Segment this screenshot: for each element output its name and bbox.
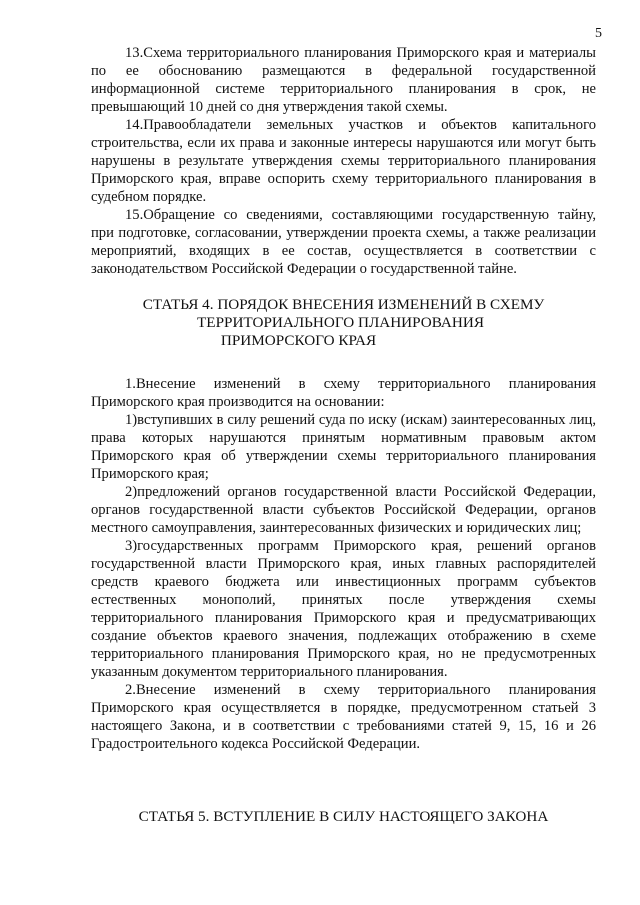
paragraph-14: 14.Правообладатели земельных участков и объектов капитального строительства, если их права и законные интересы нарушаются или могут быть нарушены в результате утверждения схемы территориального планирования Приморского края, вправе оспорить схему территориального планирования в судебном порядке. — [91, 117, 596, 205]
article-4-paragraph-2: 2.Внесение изменений в схему территориального планирования Приморского края осуществляется в порядке, предусмотренном статьей 3 настоящего Закона, и в соответствии с требованиями статей 9, 15, 16 и 26 Градостроительного кодекса Российской Федерации. — [91, 682, 596, 752]
article-4-heading-line-1: СТАТЬЯ 4. ПОРЯДОК ВНЕСЕНИЯ ИЗМЕНЕНИЙ В СХЕМУ — [142, 296, 545, 313]
paragraph-15: 15.Обращение со сведениями, составляющими государственную тайну, при подготовке, согласовании, утверждении проекта схемы, а также реализации мероприятий, входящих в ее состав, осуществляется в соответствии с законодательством Российской Федерации о государственной тайне. — [91, 207, 596, 277]
article-4-item-2: 2)предложений органов государственной власти Российской Федерации, органов государственной власти субъектов Российской Федерации, органов местного самоуправления, заинтересованных физических и юридических лиц; — [91, 484, 596, 536]
article-4-heading-line-2: ТЕРРИТОРИАЛЬНОГО ПЛАНИРОВАНИЯ — [197, 314, 484, 331]
article-4-item-1: 1)вступивших в силу решений суда по иску (искам) заинтересованных лиц, права которых нарушаются принятым нормативным правовым актом Приморского края об утверждении схемы территориального планирования Приморского края; — [91, 412, 596, 482]
article-5-heading: СТАТЬЯ 5. ВСТУПЛЕНИЕ В СИЛУ НАСТОЯЩЕГО ЗАКОНА — [138, 808, 549, 825]
article-4-heading — [91, 296, 596, 350]
article-4-item-3: 3)государственных программ Приморского края, решений органов государственной власти Приморского края, иных главных распорядителей средств краевого бюджета или инвестиционных программ субъектов естественных монополий, принятых после утверждения схемы территориального планирования Приморского края и предусматривающих создание объектов краевого значения, подлежащих отображению в схеме территориального планирования Приморского края, но не предусмотренных указанным документом территориального планирования. — [91, 538, 596, 680]
article-4-paragraph-1: 1.Внесение изменений в схему территориального планирования Приморского края производится на основании: — [91, 376, 596, 410]
page-number: 5 — [595, 26, 602, 41]
document-body — [91, 44, 596, 753]
paragraph-13: 13.Схема территориального планирования Приморского края и материалы по ее обоснованию размещаются в федеральной государственной информационной системе территориального планирования в срок, не превышающий 10 дней со дня утверждения такой схемы. — [91, 45, 596, 115]
article-4-heading-line-3: ПРИМОРСКОГО КРАЯ — [220, 332, 377, 349]
